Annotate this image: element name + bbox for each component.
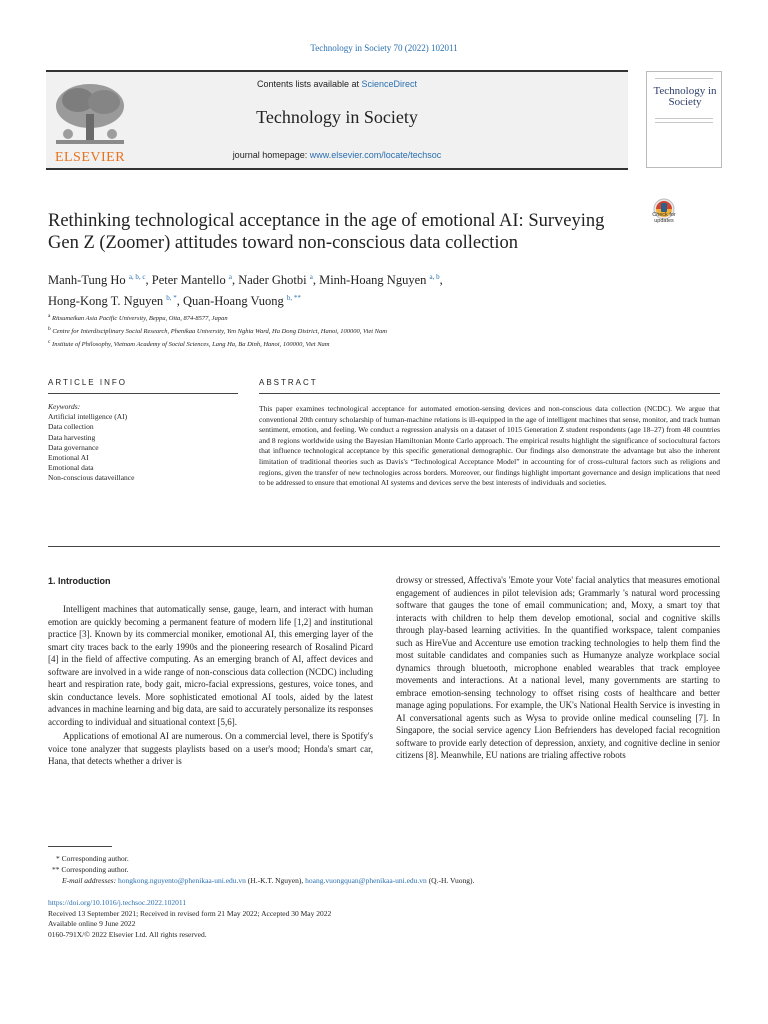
publication-info (48, 898, 728, 940)
abstract-heading: ABSTRACT (259, 378, 318, 387)
section-heading-introduction: 1. Introduction (48, 576, 111, 586)
journal-cover-thumbnail[interactable] (646, 71, 722, 168)
affiliation-item: $^a$ Ritsumeikan Asia Pacific University, Beppu, Oita, 874-8577, Japan (48, 313, 228, 323)
author-affil-marker[interactable]: b, * (166, 294, 177, 303)
author-name[interactable]: Minh-Hoang Nguyen (319, 273, 427, 288)
footnote-rule (48, 846, 112, 847)
check-for-updates-icon[interactable] (646, 190, 682, 230)
keyword-item: Data governance (48, 442, 99, 452)
author-name[interactable]: Manh-Tung Ho (48, 273, 126, 288)
cover-title: Technology in Society (653, 85, 717, 108)
author-name[interactable]: Hong-Kong T. Nguyen (48, 294, 164, 309)
author-affil-marker[interactable]: a (228, 273, 232, 281)
copyright: 0160-791X/© 2022 Elsevier Ltd. All rights reserved. (48, 929, 207, 939)
author-affil-marker[interactable]: a (309, 273, 313, 281)
author-affil-marker[interactable]: a, b, c (128, 273, 146, 281)
keyword-item: Emotional AI (48, 453, 89, 463)
article-info-rule (48, 393, 238, 394)
homepage-prefix: journal homepage: (232, 150, 310, 160)
elsevier-wordmark: ELSEVIER (54, 150, 126, 165)
email-label: E-mail addresses: (62, 876, 117, 885)
affiliations (48, 311, 688, 350)
abstract-rule (259, 393, 720, 394)
affiliation-item: $^c$ Institute of Philosophy, Vietnam Academy of Social Sciences, Lang Ha, Ba Dinh, Hanoi, 100000, Viet Nam (48, 339, 330, 349)
header-bottom-rule (46, 168, 628, 170)
email-link[interactable]: hongkong.nguyento@phenikaa-uni.edu.vn (117, 876, 246, 885)
journal-title: Technology in Society (256, 107, 418, 127)
online-date: Available online 9 June 2022 (48, 919, 136, 928)
abstract-bottom-rule (48, 546, 720, 547)
author-name[interactable]: Peter Mantello (151, 273, 226, 288)
received-dates: Received 13 September 2021; Received in revised form 21 May 2022; Accepted 30 May 2022 (48, 908, 332, 918)
author-name[interactable]: Nader Ghotbi (238, 273, 307, 288)
keywords-block (48, 402, 238, 484)
body-paragraph: drowsy or stressed, Affectiva's 'Emote your Vote' facial analytics that measures emotional engagement of audiences in pilot television ads; Grammarly 's natural word processing software that gauges the tone of email communication; and, Moxy, a smart toy that interacts with children to help them develop emotional, social and cognitive skills through play-based learning activities. In the quantified workspace, talent companies such as HireVue and Accenture use emotion tracking technologies to help them find the most suitable candidates and companies such as Humanyze analyze workplace social dynamics through bluetooth, microphone enabled wearables that track employee movements and interactions. At a national level, many governments are starting to embrace emotion-sensing technology to offset rising costs of healthcare and better manage aging populations. For example, the UK's National Health Service is investing in AI conversational agents such as Wysa to provide online medical counseling [7]. In Singapore, the social service agency Lion Befrienders has developed facial recognition software to provide early detection of depression, anxiety, and cognitive decline in senior citizens [8]. Meanwhile, EU nations are trialing affective robots (396, 575, 720, 760)
keyword-item: Data collection (48, 422, 94, 432)
email-link[interactable]: hoang.vuongquan@phenikaa-uni.edu.vn (305, 876, 427, 885)
keywords-label: Keywords: (48, 402, 81, 411)
doi-link[interactable]: https://doi.org/10.1016/j.techsoc.2022.102011 (48, 898, 187, 907)
corresponding-note: * Corresponding author. (56, 854, 129, 863)
body-column-right (396, 574, 720, 764)
abstract-text: This paper examines technological acceptance for automated emotion-sensing devices and non-conscious data collection (NCDC). We argue that conventional 20th century scholarship of human-machine relations is ill-equipped in the age of intelligent machines that sense, monitor, and track human sentiment, emotion, and feeling. We conduct a regression analysis on a dataset of 1015 Generation Z student respondents (age 18–27) from 48 countries and 8 regions worldwide using the Bayesian Hamiltonian Monte Carlo approach. The empirical results highlight the significance of sociocultural factors that influence technological acceptance by this specific generational demographic. Our findings also demonstrate the advantage but also the inherent limitation of traditional theories such as Davis's “Technological Acceptance Model” in accounting for of cross-cultural factors such as religions and regions, given the transfer of new technologies across borders. Moreover, our findings highlight important governance and design implications that need to be addressed to ensure that emotional AI systems and devices serve the best interests of individuals and societies. (259, 404, 720, 488)
sciencedirect-link[interactable]: ScienceDirect (361, 79, 418, 89)
paper-title: Rethinking technological acceptance in the age of emotional AI: Surveying Gen Z (Zoomer) attitudes toward non-conscious data collection (48, 211, 605, 253)
corresponding-note: ** Corresponding author. (52, 865, 129, 874)
journal-homepage (46, 150, 628, 160)
email-owner: (Q.-H. Vuong). (426, 876, 475, 885)
keyword-item: Non-conscious dataveillance (48, 473, 135, 483)
affiliation-item: $^b$ Centre for Interdisciplinary Social Research, Phenikaa University, Yen Nghia Ward, Ha Dong District, Hanoi, 100000, Viet Nam (48, 326, 387, 336)
body-paragraph: Intelligent machines that automatically sense, gauge, learn, and interact with human emotion are quickly becoming a permanent feature of modern life [1,2] and institutional practice [3]. Known by its commercial moniker, emotional AI, this emerging layer of the smart city traces back to the early 1990s and the pioneering research of Rosalind Picard [4] in the field of affective computing. As an emerging branch of AI, affect devices and software are involved in a wide range of non-conscious data collection (NCDC) including heart and respiration rate, body gait, micro-facial expressions, gestures, voice tones, and skin conductance levels. More sophisticated emotional AI tools, aided by the latest advances in machine learning and big data, are said to accurately personalize its responses according to individual and situational context [5,6]. (48, 604, 373, 727)
author-list: Manh-Tung Ho $^{a, b, c}$, Peter Mantello $^a$, Nader Ghotbi $^a$, Minh-Hoang Nguyen $^{a, b}$, Hong-Kong T. Nguyen $^{b, *}$, Quan-Hoang Vuong $^{b, **}$ (48, 273, 443, 309)
contents-prefix: Contents lists available at (256, 79, 362, 89)
keyword-item: Artificial intelligence (AI) (48, 412, 128, 422)
keyword-item: Emotional data (48, 463, 94, 473)
body-column-left (48, 603, 373, 770)
check-for-updates-label[interactable]: Check for updates (652, 212, 676, 224)
journal-citation[interactable]: Technology in Society 70 (2022) 102011 (310, 43, 458, 53)
keyword-item: Data harvesting (48, 432, 96, 442)
email-owner: (H.-K.T. Nguyen), (245, 876, 306, 885)
author-name[interactable]: Quan-Hoang Vuong (183, 294, 284, 309)
author-affil-marker[interactable]: a, b (429, 273, 440, 281)
article-info-heading: ARTICLE INFO (48, 378, 127, 387)
author-affil-marker[interactable]: b, ** (286, 294, 301, 303)
homepage-link[interactable]: www.elsevier.com/locate/techsoc (309, 150, 442, 160)
email-line (48, 875, 728, 886)
body-paragraph: Applications of emotional AI are numerous. On a commercial level, there is Spotify's voice tone analyzer that suggests playlists based on a user's mood; Honda's smart car, Hana, that detects whether a driver is (48, 731, 373, 766)
contents-availability (46, 79, 628, 89)
footnotes (48, 853, 728, 886)
